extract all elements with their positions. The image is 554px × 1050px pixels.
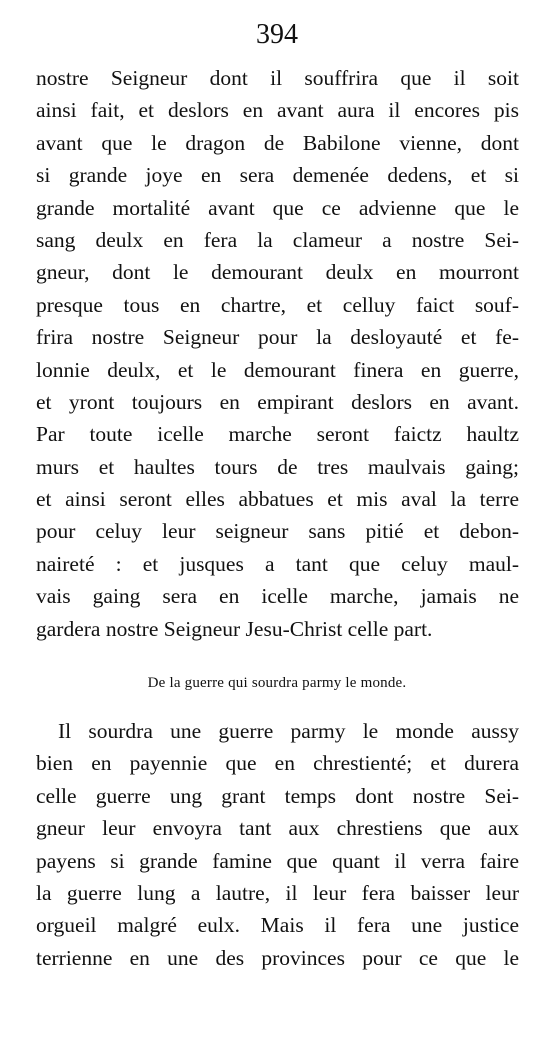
section-heading: De la guerre qui sourdra parmy le monde. — [147, 675, 407, 691]
text-line: avant que le dragon de Babilone vienne, dont — [36, 130, 519, 155]
text-line: sang deulx en fera la clameur a nostre Sei- — [36, 227, 519, 252]
text-line: terrienne en une des provinces pour ce que le — [36, 945, 519, 970]
paragraph-continued — [36, 62, 519, 645]
text-line: pour celuy leur seigneur sans pitié et debon- — [36, 519, 519, 544]
text-line: gneur, dont le demourant deulx en mourront — [36, 260, 519, 285]
text-line: la guerre lung a lautre, il leur fera baisser leur — [36, 880, 519, 905]
text-line: si grande joye en sera demenée dedens, et si — [36, 163, 519, 188]
text-line: ainsi fait, et deslors en avant aura il encores pis — [36, 98, 519, 123]
text-line: celle guerre ung grant temps dont nostre Sei- — [36, 783, 519, 808]
text-line: et ainsi seront elles abbatues et mis aval la terre — [36, 487, 519, 512]
text-line: bien en payennie que en chrestienté; et durera — [36, 751, 519, 776]
text-line: nostre Seigneur dont il souffrira que il soit — [36, 66, 519, 90]
text-line: presque tous en chartre, et celluy faict souf- — [36, 292, 519, 317]
text-line: vais gaing sera en icelle marche, jamais ne — [36, 584, 519, 609]
page-number: 394 — [256, 19, 298, 50]
text-line: orgueil malgré eulx. Mais il fera une justice — [36, 913, 519, 938]
text-line: Par toute icelle marche seront faictz haultz — [36, 422, 519, 447]
text-line: lonnie deulx, et le demourant finera en guerre, — [36, 357, 519, 382]
text-line: naireté : et jusques a tant que celuy maul- — [36, 551, 519, 576]
text-line: grande mortalité avant que ce advienne que le — [36, 195, 519, 220]
text-line: frira nostre Seigneur pour la desloyauté et fe- — [36, 325, 519, 350]
text-line: murs et haultes tours de tres maulvais gaing; — [36, 454, 519, 479]
text-line: payens si grande famine que quant il verra faire — [36, 848, 519, 873]
section-paragraph — [36, 715, 519, 974]
text-line: gardera nostre Seigneur Jesu-Christ celle part. — [36, 616, 433, 641]
text-line: Il sourdra une guerre parmy le monde aussy — [58, 719, 519, 743]
text-line: gneur leur envoyra tant aux chrestiens que aux — [36, 816, 519, 841]
text-line: et yront toujours en empirant deslors en avant. — [36, 389, 519, 414]
